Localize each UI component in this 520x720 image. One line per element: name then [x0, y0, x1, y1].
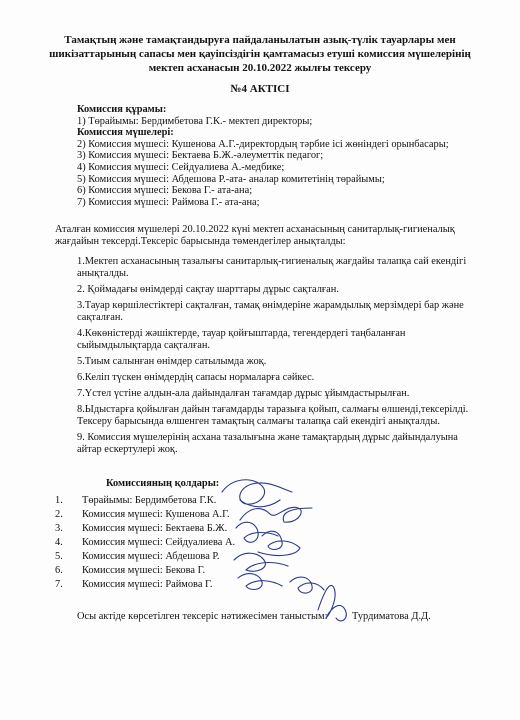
signature-row: [55, 578, 235, 592]
findings-list: [77, 256, 477, 460]
signature-label: Комиссия мүшесі: Сейдуалиева А.: [82, 537, 236, 548]
signatures-title: Комиссияның қолдары:: [106, 478, 220, 489]
members-heading: Комиссия мүшелері:: [77, 127, 174, 139]
finding-item: 5.Тиым салынған өнімдер сатылымда жоқ.: [77, 356, 267, 367]
finding-item: 8.Ыдыстарға қойылған дайын тағамдарды таразыға қойып, салмағы өлшенді,тексерілді. Тексеру барысында өлшенген тамақтың салмағы талапқа сай екендігі анықталды.: [77, 404, 469, 427]
commission-member: 2) Комиссия мүшесі: Кушенова А.Г.-директордың тәрбие ісі жөніндегі орынбасары;: [77, 138, 449, 150]
signature-label: Комиссия мүшесі: Бекова Г.: [82, 565, 206, 576]
signature-label: Төрайымы: Бердимбетова Г.К.: [82, 495, 217, 506]
header-line: Тамақтың және тамақтандыруға пайдаланылатын азық-түлік тауарлары мен: [64, 34, 456, 46]
signature-row: [55, 508, 235, 522]
finding-item: 9. Комиссия мүшелерінің асхана тазалығына және тамақтардың дұрыс дайындалуына айтар ескертулері жоқ.: [77, 432, 458, 455]
signature-number: 2.: [55, 509, 63, 520]
acknowledgement-name: Турдиматова Д.Д.: [352, 611, 431, 622]
document-header: [40, 33, 480, 75]
signature-scribble-4: [258, 531, 300, 555]
acknowledgement-text: Осы актіде көрсетілген тексеріс нәтижесімен таныстым:: [77, 611, 328, 622]
commission-section: [77, 104, 449, 208]
signature-scribble-3: [236, 522, 278, 542]
commission-chair: 1) Төрайымы: Бердимбетова Г.К.- мектеп директоры;: [77, 115, 313, 127]
signature-label: Комиссия мүшесі: Бектаева Б.Ж.: [82, 523, 228, 534]
signature-label: Комиссия мүшесі: Кушенова А.Г.: [82, 509, 230, 520]
commission-member: 6) Комиссия мүшесі: Бекова Г.- ата-ана;: [77, 185, 253, 197]
act-title: №4 АКТІСІ: [230, 83, 290, 95]
commission-member: 4) Комиссия мүшесі: Сейдуалиева А.-медбике;: [77, 161, 285, 173]
signature-row: [55, 564, 235, 578]
finding-item: 2. Қоймадағы өнімдерді сақтау шарттары дұрыс сақталған.: [77, 284, 339, 295]
signature-number: 7.: [55, 579, 63, 590]
commission-member: 7) Комиссия мүшесі: Раймова Г.- ата-ана;: [77, 196, 260, 208]
finding-item: 6.Келіп түскен өнімдердің сапасы нормаларға сәйкес.: [77, 372, 315, 383]
signature-row: [55, 522, 235, 536]
finding-item: 7.Үстел үстіне алдын-ала дайындалған тағамдар дұрыс ұйымдастырылған.: [77, 388, 410, 399]
signature-row: [55, 494, 235, 508]
signature-scribble-2: [240, 507, 312, 522]
signature-label: Комиссия мүшесі: Абдешова Р.: [82, 551, 220, 562]
signature-scribble-1b: [240, 500, 280, 507]
header-line: мектеп асханасын 20.10.2022 жылғы тексеру: [148, 62, 372, 74]
signature-label: Комиссия мүшесі: Раймова Г.: [82, 579, 213, 590]
commission-member: 3) Комиссия мүшесі: Бектаева Б.Ж.-әлеуметтік педагог;: [77, 150, 324, 162]
finding-item: 3.Тауар көршілестіктері сақталған, тамақ өнімдеріне жарамдылық мерзімдері бар және сақталған.: [77, 300, 464, 323]
signature-number: 6.: [55, 565, 63, 576]
signatures-list: [55, 494, 235, 592]
intro-paragraph: Аталған комиссия мүшелері 20.10.2022 күні мектеп асханасының санитарлық-гигиеналық жағдайын тексерді.Тексеріс барысында төмендегілер анықталды:: [55, 224, 455, 247]
finding-item: 1.Мектеп асханасының тазалығы санитарлық-гигиеналық жағдайы талапқа сай екендігі анықталды.: [77, 256, 467, 279]
signature-scribble-6: [238, 574, 282, 590]
signature-scribble-5: [234, 553, 288, 571]
commission-member: 5) Комиссия мүшесі: Абдешова Р.-ата- аналар комитетінің төрайымы;: [77, 173, 385, 185]
signature-scribble-7: [290, 577, 324, 593]
signature-number: 3.: [55, 523, 63, 534]
finding-item: 4.Көкөністерді жәшіктерде, тауар қойғыштарда, тегендердегі таңбаланған сыйымдылықтарда сақталған.: [77, 328, 406, 351]
signature-number: 1.: [55, 495, 63, 506]
signature-row: [55, 550, 235, 564]
header-line: шикізаттарының сапасы мен қауіпсіздігін қамтамасыз етуші комиссия мүшелерінің: [49, 48, 471, 60]
commission-heading: Комиссия құрамы:: [77, 104, 167, 115]
signature-number: 5.: [55, 551, 63, 562]
signature-number: 4.: [55, 537, 63, 548]
signature-row: [55, 536, 235, 550]
